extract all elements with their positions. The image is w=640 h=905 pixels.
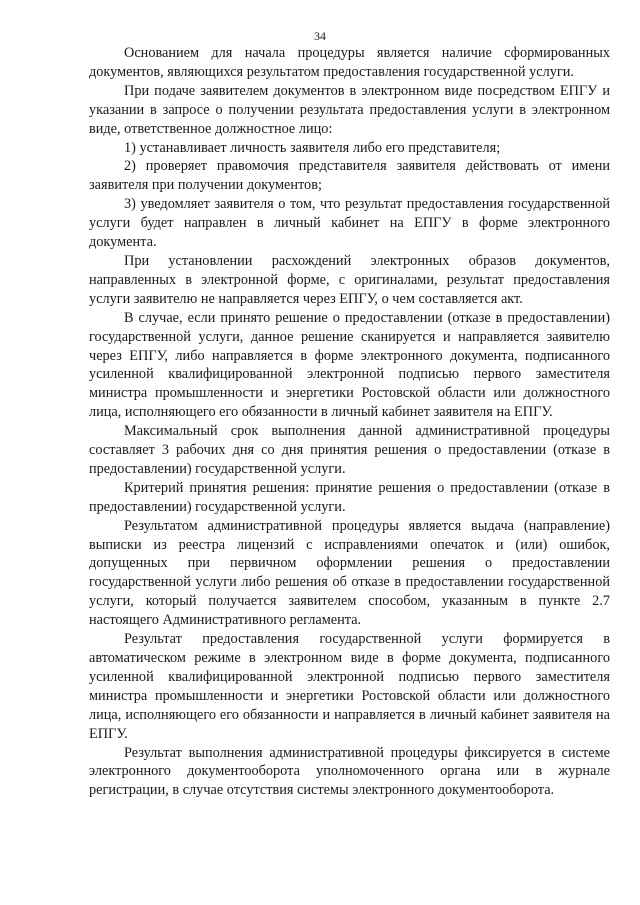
paragraph: 2) проверяет правомочия представителя заявителя действовать от имени заявителя при получении документов; xyxy=(89,158,610,194)
paragraph: При подаче заявителем документов в электронном виде посредством ЕПГУ и указании в запросе о получении результата предоставления услуги в электронном виде, ответственное должностное лицо: xyxy=(89,82,610,137)
paragraph: Критерий принятия решения: принятие решения о предоставлении (отказе в предоставлении) государственной услуги. xyxy=(89,479,610,515)
paragraph: Результатом административной процедуры является выдача (направление) выписки из реестра лицензий с исправлениями опечаток и (или) ошибок, допущенных при первичном оформлении решения о предоставлении государственной услуги либо решения об отказе в предоставлении государственной услуги, который получается заявителем способом, указанным в пункте 2.7 настоящего Административного регламента. xyxy=(89,517,610,629)
page-number: 34 xyxy=(314,29,326,43)
paragraph: 1) устанавливает личность заявителя либо его представителя; xyxy=(124,139,501,156)
paragraph: При установлении расхождений электронных образов документов, направленных в электронной форме, с оригиналами, результат предоставления услуги заявителю не направляется через ЕПГУ, о чем составляется акт. xyxy=(89,252,610,307)
paragraph: 3) уведомляет заявителя о том, что результат предоставления государственной услуги будет направлен в личный кабинет на ЕПГУ в форме электронного документа. xyxy=(89,196,610,251)
paragraph: Максимальный срок выполнения данной административной процедуры составляет 3 рабочих дня со дня принятия решения о предоставлении (отказе в предоставлении) государственной услуги. xyxy=(89,423,610,477)
paragraph: В случае, если принято решение о предоставлении (отказе в предоставлении) государственной услуги, данное решение сканируется и направляется заявителю через ЕПГУ, либо направляется в форме электронного документа, подписанного усиленной квалифицированной электронной подписью первого заместителя министра промышленности и энергетики Ростовской области или должностного лица, исполняющего его обязанности в личный кабинет заявителя на ЕПГУ. xyxy=(89,309,610,421)
paragraph: Результат предоставления государственной услуги формируется в автоматическом режиме в электронном виде в форме документа, подписанного усиленной квалифицированной электронной подписью первого заместителя министра промышленности и энергетики Ростовской области или должностного лица, исполняющего его обязанности и направляется в личный кабинет заявителя на ЕПГУ. xyxy=(89,631,610,742)
document-body xyxy=(89,44,610,800)
paragraph: Результат выполнения административной процедуры фиксируется в системе электронного документооборота уполномоченного органа или в журнале регистрации, в случае отсутствия системы электронного документооборота. xyxy=(89,744,610,799)
paragraph: Основанием для начала процедуры является наличие сформированных документов, являющихся результатом предоставления государственной услуги. xyxy=(89,45,610,80)
